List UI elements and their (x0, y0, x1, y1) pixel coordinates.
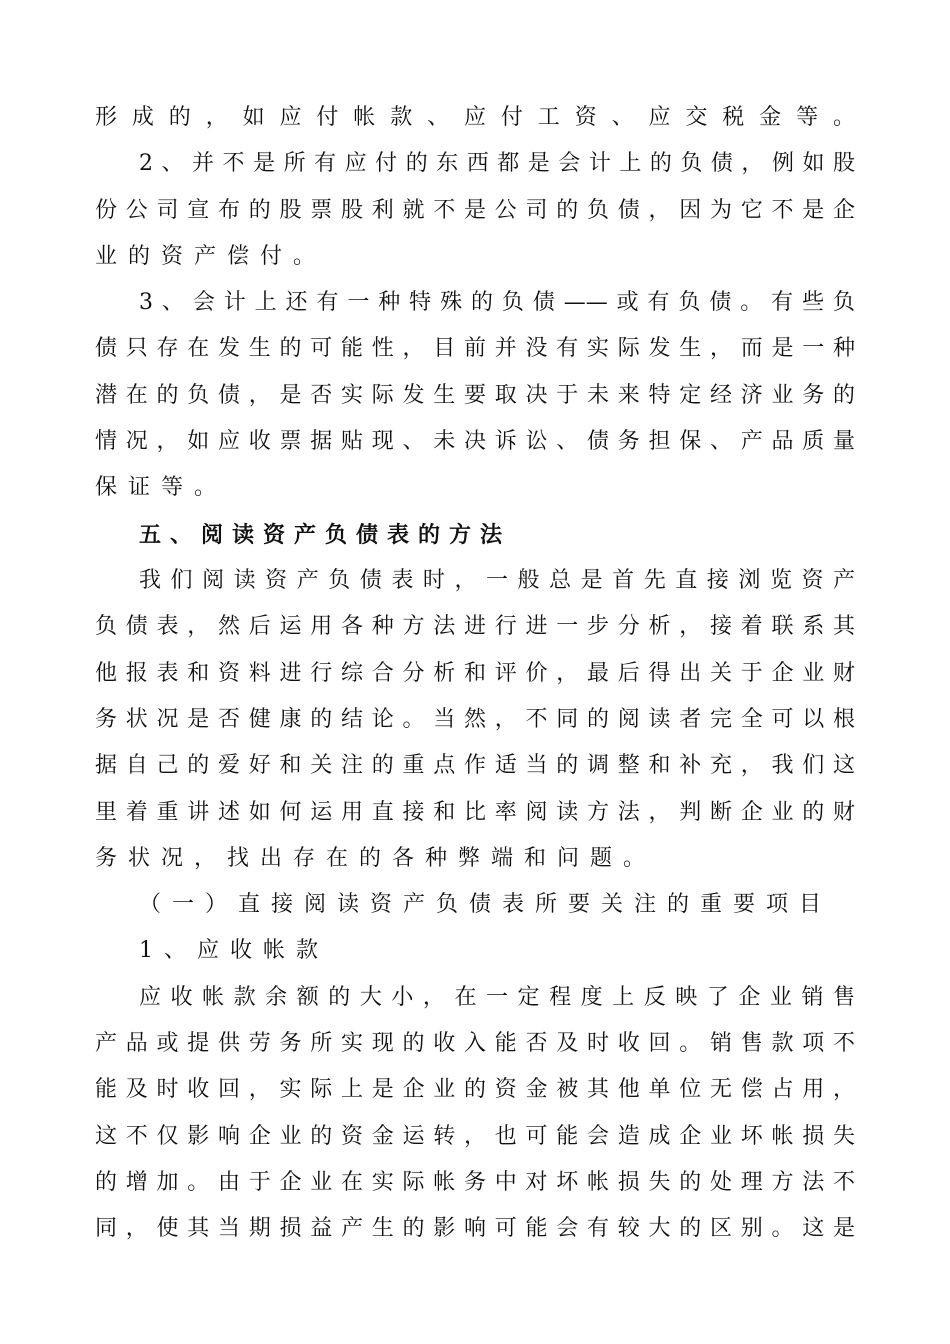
text-line: 情况，如应收票据贴现、未决诉讼、债务担保、产品质量 (95, 429, 855, 454)
text-line: 产品或提供劳务所实现的收入能否及时收回。销售款项不 (95, 1031, 855, 1056)
text-line: 债只存在发生的可能性，目前并没有实际发生，而是一种 (95, 336, 855, 361)
text-line: 潜在的负债，是否实际发生要取决于未来特定经济业务的 (95, 383, 855, 408)
text-line: 业的资产偿付。 (95, 244, 327, 269)
text-line: 他报表和资料进行综合分析和评价，最后得出关于企业财 (95, 661, 855, 686)
text-line: 负债表，然后运用各种方法进行进一步分析，接着联系其 (95, 614, 855, 639)
text-line: 务状况是否健康的结论。当然，不同的阅读者完全可以根 (95, 707, 855, 732)
text-line: 据自己的爱好和关注的重点作适当的调整和补充，我们这 (95, 753, 855, 778)
text-line: 务状况，找出存在的各种弊端和问题。 (95, 846, 657, 871)
text-line: 2、并不是所有应付的东西都是会计上的负债，例如股 (139, 151, 855, 176)
text-line: 这不仅影响企业的资金运转，也可能会造成企业坏帐损失 (95, 1124, 855, 1149)
text-line: 形成的，如应付帐款、应付工资、应交税金等。 (95, 105, 855, 130)
text-line: 的增加。由于企业在实际帐务中对坏帐损失的处理方法不 (95, 1170, 855, 1195)
text-line: 里着重讲述如何运用直接和比率阅读方法，判断企业的财 (95, 800, 855, 825)
text-line: 应收帐款余额的大小，在一定程度上反映了企业销售 (139, 985, 855, 1010)
text-line: 3、会计上还有一种特殊的负债——或有负债。有些负 (139, 290, 855, 315)
text-line: 份公司宣布的股票股利就不是公司的负债，因为它不是企 (95, 198, 855, 223)
section-heading: 五、阅读资产负债表的方法 (139, 522, 512, 548)
text-line: 保证等。 (95, 475, 228, 500)
subsection-heading: （一）直接阅读资产负债表所要关注的重要项目 (139, 892, 833, 917)
text-line: 同，使其当期损益产生的影响可能会有较大的区别。这是 (95, 1216, 855, 1241)
item-heading: 1、应收帐款 (139, 938, 329, 963)
text-line: 我们阅读资产负债表时，一般总是首先直接浏览资产 (139, 568, 855, 593)
text-line: 能及时收回，实际上是企业的资金被其他单位无偿占用， (95, 1077, 855, 1102)
